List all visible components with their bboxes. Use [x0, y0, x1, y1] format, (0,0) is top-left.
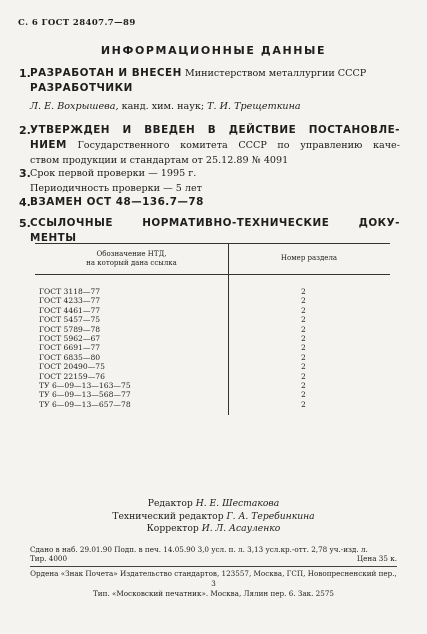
table-cell-section: 2	[301, 352, 306, 362]
table-cell-section: 2	[301, 333, 306, 343]
imprint-separator	[30, 566, 397, 567]
table-cell-document: ГОСТ 6835—80	[39, 352, 101, 362]
table-cell-section: 2	[301, 343, 306, 353]
page-header: С. 6 ГОСТ 28407.7—89	[18, 18, 136, 28]
table-row	[39, 400, 389, 409]
section-1	[19, 66, 400, 96]
imprint-circulation: Тир. 4000	[30, 554, 68, 563]
table-header-section: Номер раздела	[280, 254, 338, 262]
section-1-rest: Министерством металлургии СССР	[184, 68, 367, 79]
table-cell-document: ГОСТ 20490—75	[39, 362, 105, 372]
section-1-number: 1.	[19, 67, 31, 80]
table-row	[39, 315, 389, 324]
tech-editor-label: Технический редактор	[112, 510, 224, 522]
publisher-block	[30, 569, 397, 599]
table-header-document-line2: на который дана ссылка	[86, 259, 177, 267]
table-cell-document: ГОСТ 5962—67	[39, 333, 101, 343]
table-cell-document: ТУ 6—09—13—163—75	[39, 380, 131, 390]
table-header-document-line1: Обозначение НТД,	[96, 250, 167, 258]
imprint-price: Цена 35 к.	[356, 554, 397, 563]
table-row	[39, 381, 389, 390]
author-2-name: Т. И. Трещеткина	[207, 101, 301, 112]
publisher-line: Ордена «Знак Почета» Издательство стандартов, 123557, Москва, ГСП, Новопресненский пер., 3	[30, 569, 397, 588]
table-cell-section: 2	[301, 287, 306, 296]
table-row	[39, 287, 389, 296]
table-cell-document: ГОСТ 4233—77	[39, 296, 101, 306]
table-cell-section: 2	[301, 305, 306, 315]
section-3	[19, 166, 400, 196]
editor-label: Редактор	[147, 498, 193, 509]
section-1-developers-label: РАЗРАБОТЧИКИ	[30, 82, 133, 94]
tech-editor-name: Г. А. Теребинкина	[226, 510, 315, 522]
table-row	[39, 390, 389, 399]
table-cell-document: ГОСТ 3118—77	[39, 287, 101, 296]
table-cell-document: ТУ 6—09—13—568—77	[39, 390, 131, 400]
printer-line: Тип. «Московский печатник». Москва, Лялин пер. 6. Зак. 2575	[93, 589, 334, 598]
table-row	[39, 362, 389, 371]
section-4	[19, 195, 400, 210]
table-row	[39, 306, 389, 315]
table-cell-document: ГОСТ 6691—77	[39, 343, 101, 353]
section-2-line2: Государственного комитета СССР по управлению каче-	[77, 140, 400, 151]
section-2	[19, 123, 400, 168]
section-5-line1: ССЫЛОЧНЫЕ НОРМАТИВНО-ТЕХНИЧЕСКИЕ ДОКУ-	[30, 217, 400, 229]
section-2-caps-end: НИЕМ	[30, 139, 67, 151]
page-title: ИНФОРМАЦИОННЫЕ ДАННЫЕ	[100, 44, 327, 57]
table-cell-section: 2	[301, 315, 306, 325]
table-cell-section: 2	[301, 296, 306, 306]
table-row	[39, 334, 389, 343]
section-1-caps: РАЗРАБОТАН И ВНЕСЕН	[30, 67, 182, 79]
table-header-document	[35, 250, 228, 268]
section-5	[19, 216, 400, 246]
table-cell-section: 2	[301, 399, 306, 409]
section-5-line2: МЕНТЫ	[30, 232, 77, 244]
table-row	[39, 372, 389, 381]
table-row	[39, 325, 389, 334]
table-header-rule	[35, 274, 390, 275]
table-top-rule	[35, 243, 390, 244]
table-cell-document: ТУ 6—09—13—657—78	[39, 399, 131, 409]
section-3-number: 3.	[19, 167, 31, 180]
section-2-line3: ством продукции и стандартам от 25.12.89 № 4091	[30, 155, 289, 166]
section-5-number: 5.	[19, 217, 31, 230]
section-2-number: 2.	[19, 124, 31, 137]
author-1-title: канд. хим. наук;	[121, 101, 205, 112]
section-2-caps-line: УТВЕРЖДЕН И ВВЕДЕН В ДЕЙСТВИЕ ПОСТАНОВЛЕ-	[30, 124, 400, 136]
table-body	[39, 287, 389, 409]
section-3-line1: Срок первой проверки — 1995 г.	[30, 168, 197, 179]
table-row	[39, 353, 389, 362]
imprint-block	[30, 545, 397, 563]
table-cell-section: 2	[301, 390, 306, 400]
editors-block	[0, 498, 427, 536]
table-cell-document: ГОСТ 4461—77	[39, 305, 101, 315]
author-1-name: Л. Е. Вохрышева,	[30, 101, 119, 112]
section-3-line2: Периодичность проверки — 5 лет	[30, 183, 202, 194]
authors-line	[30, 101, 301, 112]
table-cell-section: 2	[301, 362, 306, 372]
table-cell-section: 2	[301, 380, 306, 390]
imprint-line1: Сдано в наб. 29.01.90 Подп. в печ. 14.05.90 3,0 усл. п. л. 3,13 усл.кр.-отт. 2,78 уч.-изд. л.	[30, 545, 368, 554]
table-cell-document: ГОСТ 5789—78	[39, 324, 101, 334]
table-cell-document: ГОСТ 5457—75	[39, 315, 101, 325]
section-4-number: 4.	[19, 196, 31, 209]
table-row	[39, 343, 389, 352]
table-cell-section: 2	[301, 371, 306, 381]
corrector-name: И. Л. Асауленко	[201, 523, 281, 534]
corrector-label: Корректор	[146, 523, 199, 534]
table-row	[39, 296, 389, 305]
section-4-text: ВЗАМЕН ОСТ 48—136.7—78	[30, 196, 204, 208]
table-cell-document: ГОСТ 22159—76	[39, 371, 105, 381]
table-cell-section: 2	[301, 324, 306, 334]
editor-name: Н. Е. Шестакова	[195, 498, 280, 509]
